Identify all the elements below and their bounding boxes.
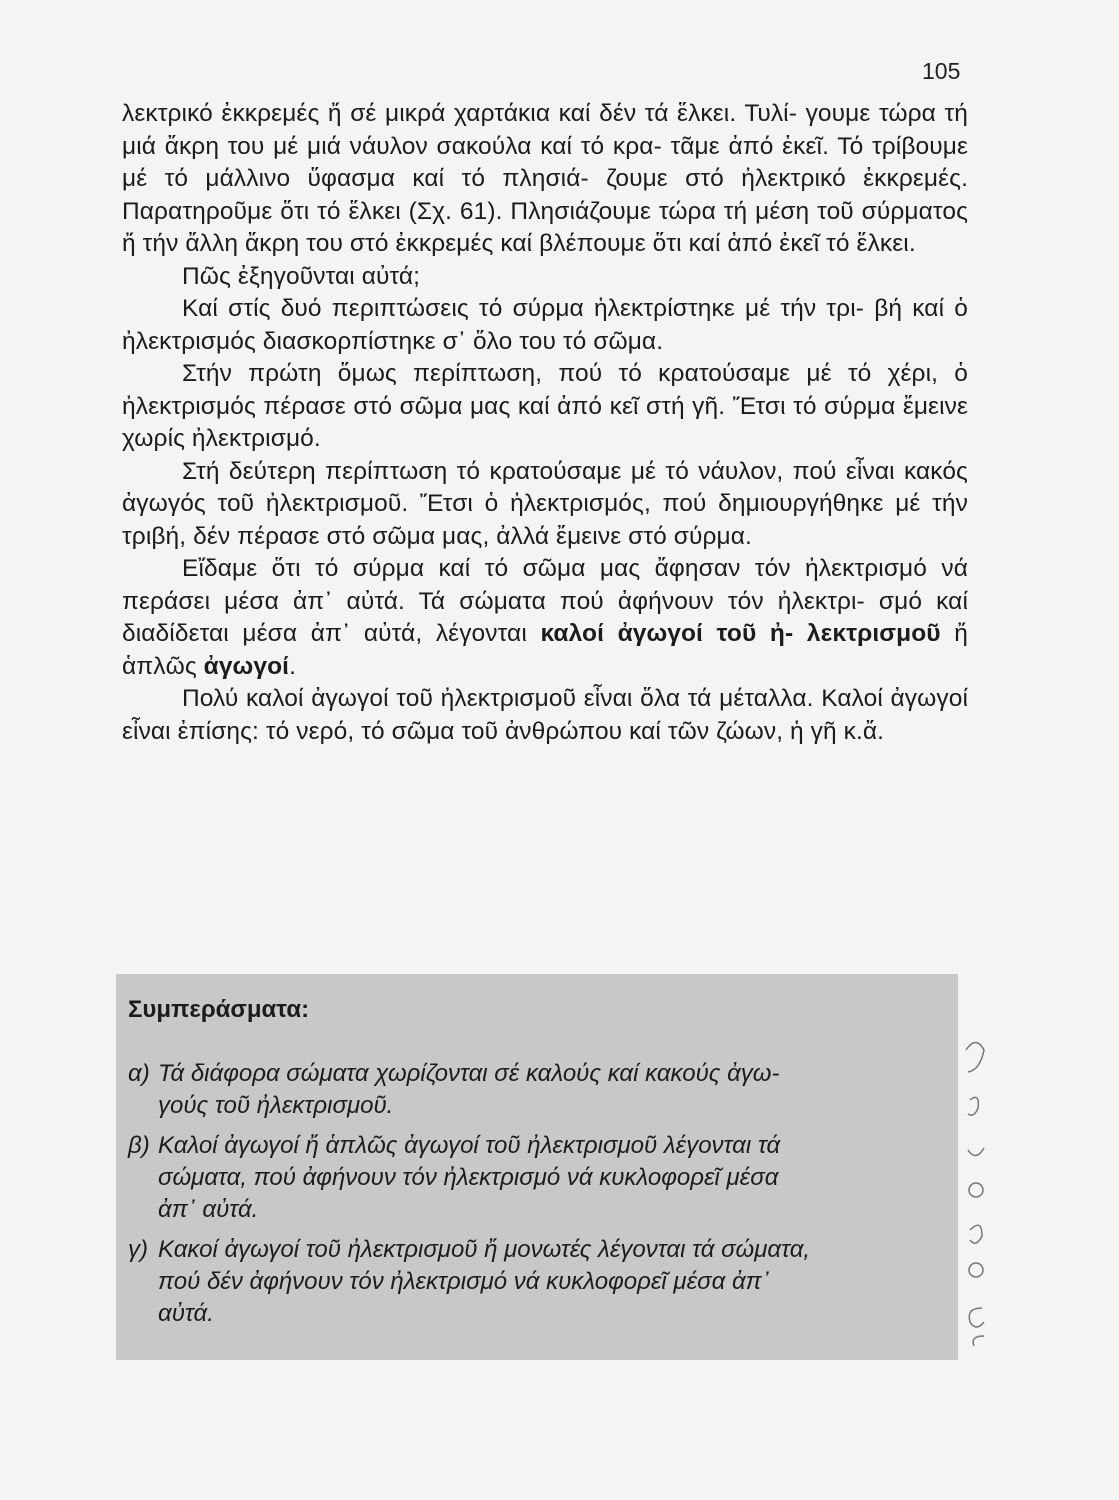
text-line: 61). Πλησιάζουμε τώρα τή μέση τοῦ σύρματος ἤ τήν ἄλλη ἄκρη xyxy=(122,197,968,257)
text-line: Πολύ καλοί ἀγωγοί τοῦ ἠλεκτρισμοῦ εἶναι ὅλα τά μέταλλα. xyxy=(182,685,814,712)
conclusion-item xyxy=(128,1234,948,1330)
text-line: ζουμε στό ἠλεκτρικό ἐκκρεμές. Παρατηροῦμε ὅτι τό ἕλκει (Σχ. xyxy=(122,165,968,225)
text-line: Καλοί ἀγωγοί εἶναι ἐπίσης: τό νερό, τό σῶμα τοῦ ἀνθρώπου καί xyxy=(122,685,968,745)
page-number: 105 xyxy=(922,58,961,84)
paragraph-2 xyxy=(122,261,968,294)
text-line: βή καί ὁ ἠλεκτρισμός διασκορπίστηκε σ᾿ ὅλο του τό σῶμα. xyxy=(122,295,968,355)
text-fragment: . xyxy=(289,652,296,680)
text-line: τᾶμε ἀπό ἐκεῖ. Τό τρίβουμε μέ τό μάλλινο ὕφασμα καί τό πλησιά- xyxy=(122,132,968,192)
item-text: Κακοί ἀγωγοί τοῦ ἠλεκτρισμοῦ ἤ μονωτές λέγονται τά σώματα, xyxy=(158,1236,811,1263)
paragraph-7 xyxy=(122,683,968,748)
conclusion-item xyxy=(128,1058,948,1122)
item-text: αὐτά. xyxy=(158,1300,214,1327)
text-line: δημιουργήθηκε μέ τήν τριβή, δέν πέρασε στό σῶμα μας, ἀλλά xyxy=(122,490,968,550)
text-line: Εἴδαμε ὅτι τό σύρμα καί τό σῶμα μας ἄφησαν τόν ἠλεκτρισμό xyxy=(182,555,927,582)
text-fragment: ἤ ἁπλῶς xyxy=(122,620,968,680)
item-text: γούς τοῦ ἠλεκτρισμοῦ. xyxy=(158,1092,394,1119)
text-line: λεκτρικό ἐκκρεμές ἤ σέ μικρά χαρτάκια καί δέν τά ἕλκει. Τυλί- xyxy=(122,100,797,127)
item-text: ἀπ᾿ αὐτά. xyxy=(158,1196,259,1223)
text-line: του στό ἐκκρεμές καί βλέπουμε ὅτι καί ἀπό ἐκεῖ τό ἕλκει. xyxy=(306,230,916,257)
handwritten-margin-scribble xyxy=(956,1030,996,1350)
paragraph-1 xyxy=(122,98,968,261)
paragraph-6 xyxy=(122,553,968,683)
text-line: Στή δεύτερη περίπτωση τό κρατούσαμε μέ τό νάυλον, πού xyxy=(182,457,837,485)
item-text: Τά διάφορα σώματα χωρίζονται σέ καλούς καί κακούς ἀγω- xyxy=(158,1060,780,1087)
item-mark: β) xyxy=(128,1132,150,1159)
bold-term: ἀγωγοί xyxy=(203,652,290,680)
bold-term: καλοί ἀγωγοί τοῦ ἠ- xyxy=(540,620,794,647)
conclusions-box xyxy=(116,974,958,1360)
text-line: σύρμα ἔμεινε χωρίς ἠλεκτρισμό. xyxy=(122,392,968,452)
body-text xyxy=(122,98,968,748)
text-line: εἶναι κακός ἀγωγός τοῦ ἠλεκτρισμοῦ. Ἔτσι ὁ ἠλεκτρισμός, πού xyxy=(122,457,968,517)
text-line: ἔμεινε στό σύρμα. xyxy=(556,522,752,550)
item-text: Καλοί ἀγωγοί ἤ ἁπλῶς ἀγωγοί τοῦ ἠλεκτρισμοῦ λέγονται τά xyxy=(158,1132,781,1159)
item-text: πού δέν ἀφήνουν τόν ἠλεκτρισμό νά κυκλοφορεῖ μέσα ἀπ᾿ xyxy=(158,1268,770,1295)
item-mark: α) xyxy=(128,1060,150,1087)
conclusion-item xyxy=(128,1130,948,1226)
paragraph-5 xyxy=(122,456,968,554)
text-line: τῶν ζώων, ἡ γῆ κ.ἄ. xyxy=(667,717,885,745)
text-line: Πῶς ἐξηγοῦνται αὐτά; xyxy=(182,262,421,290)
item-text: σώματα, πού ἀφήνουν τόν ἠλεκτρισμό νά κυκλοφορεῖ μέσα xyxy=(158,1164,779,1191)
text-line: Στήν πρώτη ὅμως περίπτωση, πού τό κρατούσαμε μέ τό χέρι, xyxy=(182,360,939,387)
item-mark: γ) xyxy=(128,1236,148,1263)
text-line: ὁ ἠλεκτρισμός πέρασε στό σῶμα μας καί ἀπό κεῖ στή γῆ. Ἔτσι τό xyxy=(122,360,968,420)
paragraph-4 xyxy=(122,358,968,456)
text-line: Καί στίς δυό περιπτώσεις τό σύρμα ἠλεκτρίστηκε μέ τήν τρι- xyxy=(182,295,865,322)
text-line: γουμε τώρα τή μιά ἄκρη του μέ μιά νάυλον σακούλα καί τό κρα- xyxy=(122,100,968,160)
paragraph-3 xyxy=(122,293,968,358)
conclusions-title: Συμπεράσματα: xyxy=(128,996,310,1023)
bold-term: λεκτρισμοῦ xyxy=(806,620,941,647)
text-line: σμό καί διαδίδεται μέσα ἀπ᾿ αὐτά, λέγονται xyxy=(122,587,968,647)
text-line: νά περάσει μέσα ἀπ᾿ αὐτά. Τά σώματα πού ἀφήνουν τόν ἠλεκτρι- xyxy=(122,555,968,615)
